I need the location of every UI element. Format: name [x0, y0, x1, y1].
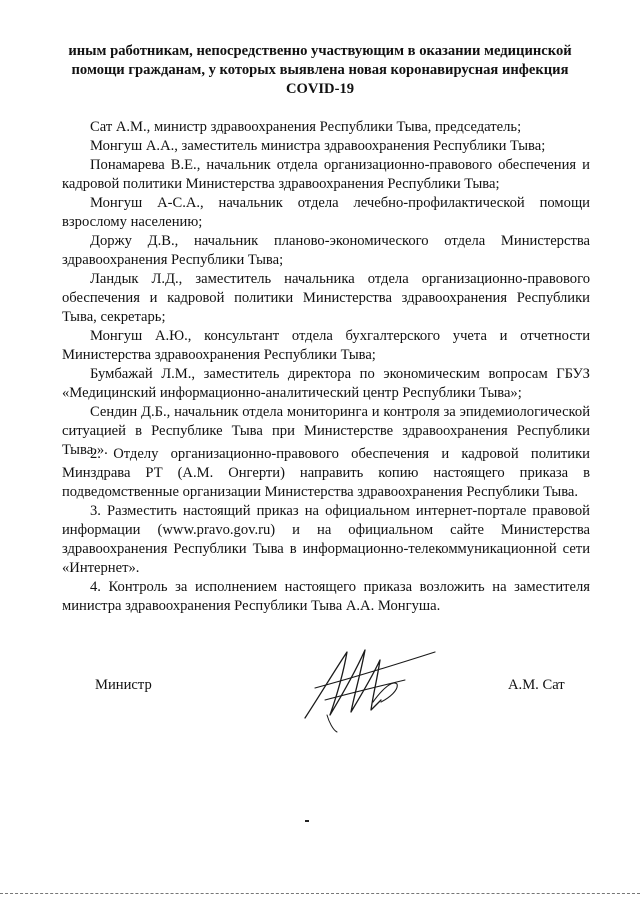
order-point: 4. Контроль за исполнением настоящего приказа возложить на заместителя министра здравоохранения Республики Тыва А.А. Монгуша. [62, 579, 590, 614]
heading-line: COVID-19 [285, 81, 355, 97]
order-point: 2. Отделу организационно-правового обеспечения и кадровой политики Минздрава РТ (А.М. Онгерти) направить копию настоящего приказа в подведомственные организации Министерства здравоохранения Республики Тыва. [62, 446, 590, 500]
signatory-title: Министр [95, 677, 152, 693]
member-entry: Монгуш А-С.А., начальник отдела лечебно-профилактической помощи взрослому населению; [62, 195, 590, 230]
member-entry: Понамарева В.Е., начальник отдела организационно-правового обеспечения и кадровой политики Министерства здравоохранения Республики Тыва; [62, 157, 590, 192]
order-points [62, 445, 590, 616]
member-entry: Доржу Д.В., начальник планово-экономического отдела Министерства здравоохранения Республики Тыва; [62, 233, 590, 268]
member-entry: Сендин Д.Б., начальник отдела мониторинга и контроля за эпидемиологической ситуацией в Республике Тыва при Министерстве здравоохранения Республики Тыва.». [62, 404, 590, 458]
signatory-name: А.М. Сат [508, 677, 565, 693]
document-heading [62, 42, 578, 99]
order-point: 3. Разместить настоящий приказ на официальном интернет-портале правовой информации (www.pravo.gov.ru) и на официальном сайте Министерства здравоохранения Республики Тыва в информационно-телекоммуникационной сети «Интернет». [62, 503, 590, 576]
member-entry: Ландык Л.Д., заместитель начальника отдела организационно-правового обеспечения и кадровой политики Министерства здравоохранения Республики Тыва, секретарь; [62, 271, 590, 325]
heading-line: помощи гражданам, у которых выявлена новая коронавирусная инфекция [71, 62, 569, 78]
member-entry: Монгуш А.Ю., консультант отдела бухгалтерского учета и отчетности Министерства здравоохранения Республики Тыва; [62, 328, 590, 363]
member-entry: Монгуш А.А., заместитель министра здравоохранения Республики Тыва; [90, 138, 546, 154]
heading-line: иным работникам, непосредственно участвующим в оказании медицинской [68, 43, 572, 59]
member-entry: Сат А.М., министр здравоохранения Республики Тыва, председатель; [90, 119, 522, 135]
page-mark [305, 820, 309, 822]
scan-edge-line [0, 893, 640, 894]
handwritten-signature [285, 640, 445, 735]
commission-members-list [62, 118, 590, 460]
member-entry: Бумбажай Л.М., заместитель директора по экономическим вопросам ГБУЗ «Медицинский информационно-аналитический центр Республики Тыва»; [62, 366, 590, 401]
